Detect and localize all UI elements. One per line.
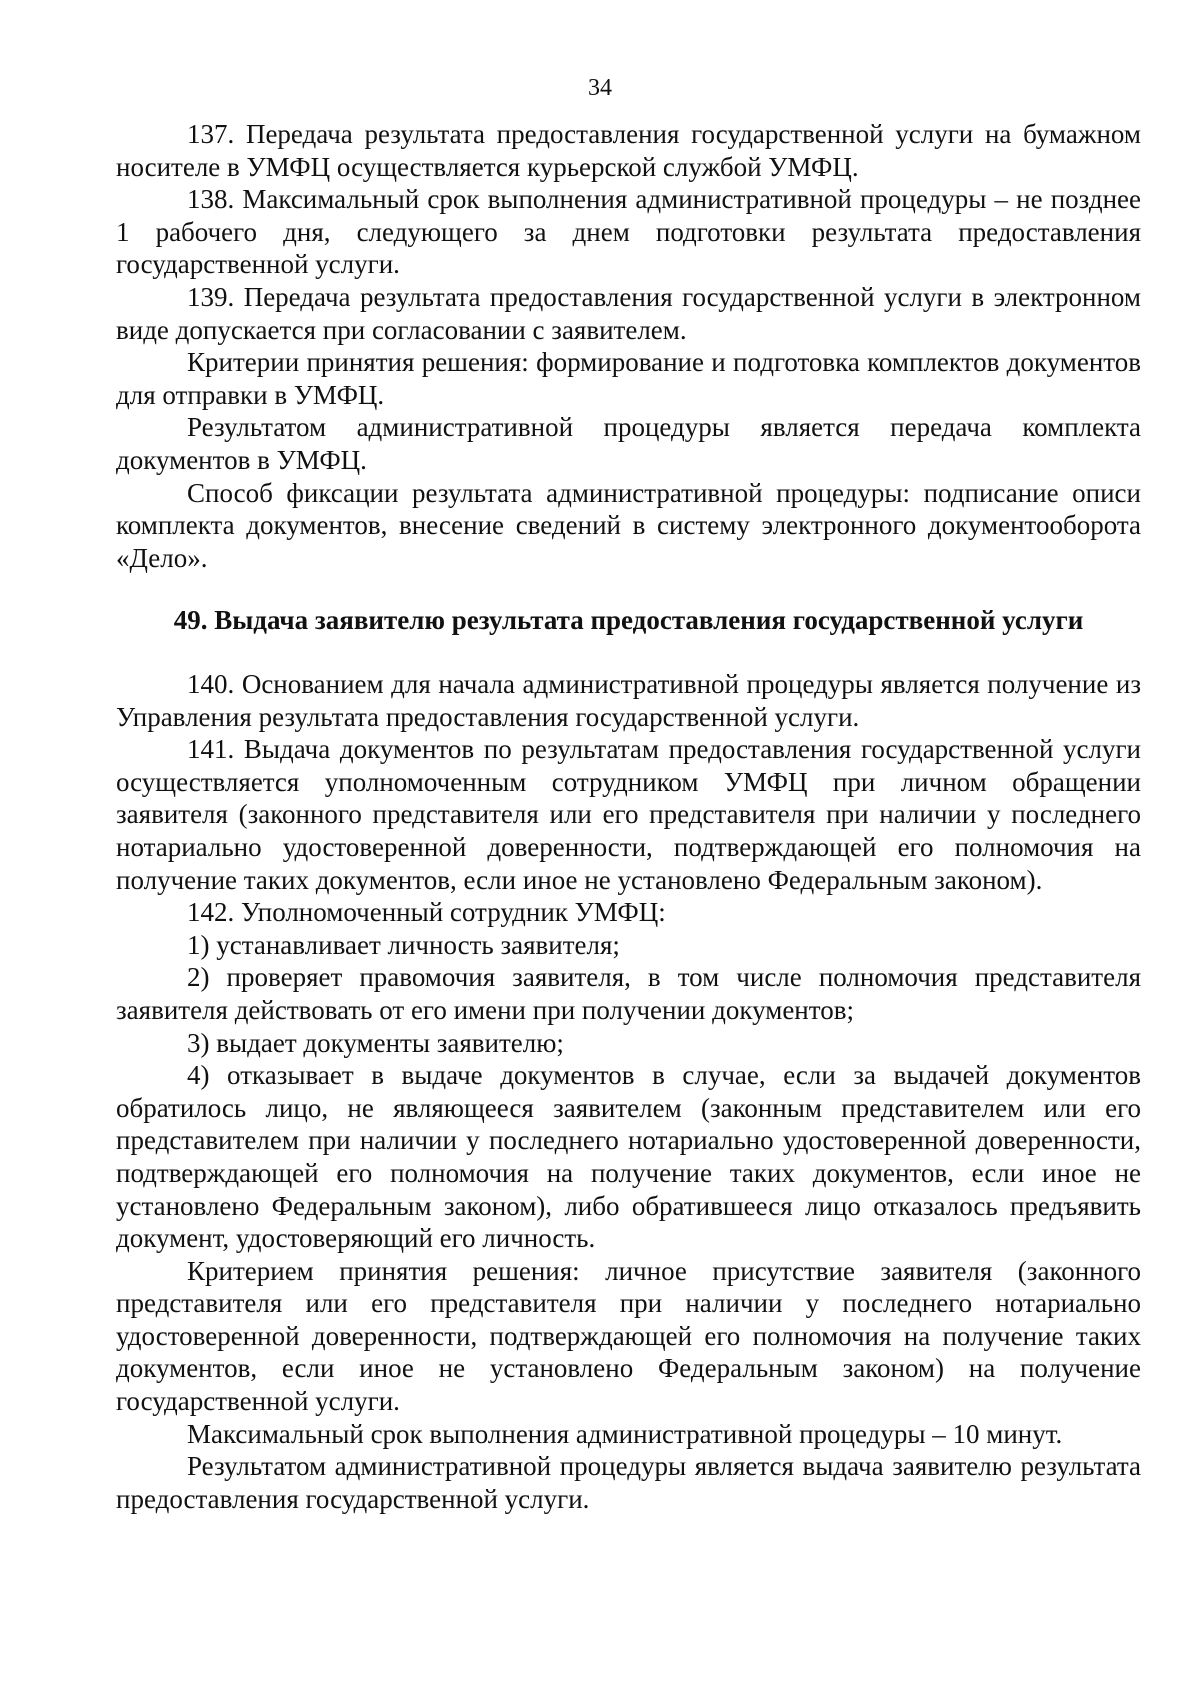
list-item-2: 2) проверяет правомочия заявителя, в том числе полномочия представителя заявителя действовать от его имени при получении документов; (116, 962, 1141, 1025)
page-number: 34 (588, 75, 612, 101)
paragraph-137: 137. Передача результата предоставления государственной услуги на бумажном носителе в УМФЦ осуществляется курьерской службой УМФЦ. (116, 119, 1141, 182)
paragraph-fixation-method: Способ фиксации результата административной процедуры: подписание описи комплекта документов, внесение сведений в систему электронного документооборота «Дело». (116, 477, 1141, 573)
paragraph-142: 142. Уполномоченный сотрудник УМФЦ: (187, 897, 666, 928)
list-item-4: 4) отказывает в выдаче документов в случае, если за выдачей документов обратилось лицо, не являющееся заявителем (законным представителем или его представителем при наличии у последнего нотариально удостоверенной доверенности, подтверждающей его полномочия на получение таких документов, если иное не установлено Федеральным законом), либо обратившееся лицо отказалось предъявить документ, удостоверяющий его личность. (116, 1060, 1141, 1254)
paragraph-140: 140. Основанием для начала административной процедуры является получение из Управления результата предоставления государственной услуги. (116, 669, 1141, 732)
text-block-bottom (116, 668, 1141, 1515)
paragraph-139: 139. Передача результата предоставления государственной услуги в электронном виде допускается при согласовании с заявителем. (116, 281, 1141, 345)
list-item-1: 1) устанавливает личность заявителя; (187, 929, 620, 960)
paragraph-issuance-result: Результатом административной процедуры является выдача заявителю результата предоставления государственной услуги. (116, 1451, 1141, 1514)
text-block-top (116, 118, 1141, 574)
section-heading: 49. Выдача заявителю результата предоставления государственной услуги (173, 605, 1084, 635)
paragraph-procedure-result: Результатом административной процедуры является передача комплекта документов в УМФЦ. (116, 412, 1141, 475)
paragraph-141: 141. Выдача документов по результатам предоставления государственной услуги осуществляется уполномоченным сотрудником УМФЦ при личном обращении заявителя (законного представителя или его представителя при наличии у последнего нотариально удостоверенной доверенности, подтверждающей его полномочия на получение таких документов, если иное не установлено Федеральным законом). (116, 734, 1141, 895)
paragraph-138: 138. Максимальный срок выполнения административной процедуры – не позднее 1 рабочего дня, следующего за днем подготовки результата предоставления государственной услуги. (116, 184, 1141, 280)
paragraph-max-duration: Максимальный срок выполнения административной процедуры – 10 минут. (187, 1418, 1063, 1449)
paragraph-decision-criterion: Критерием принятия решения: личное присутствие заявителя (законного представителя или его представителя при наличии у последнего нотариально удостоверенной доверенности, подтверждающей его полномочия на получение таких документов, если иное не установлено Федеральным законом) на получение государственной услуги. (116, 1255, 1141, 1417)
paragraph-decision-criteria: Критерии принятия решения: формирование и подготовка комплектов документов для отправки в УМФЦ. (116, 347, 1141, 410)
list-item-3: 3) выдает документы заявителю; (187, 1027, 564, 1058)
